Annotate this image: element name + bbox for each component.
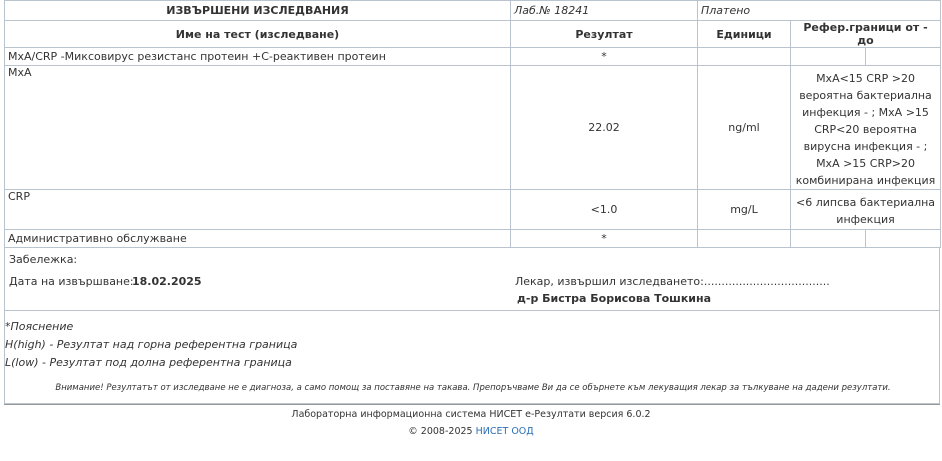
test-ref-range: MxA<15 CRP >20 вероятна бактериална инфекция - ; MxA >15 CRP<20 вероятна вирусна инфекция - ; MxA >15 CRP>20 комбинирана инфекция [791, 66, 941, 190]
results-sheet [4, 0, 940, 404]
doctor-label: Лекар, извършил изследването:.................................... [515, 275, 830, 288]
col-result: Резултат [511, 21, 698, 48]
legend-high: H(high) - Резултат над горна референтна граница [5, 338, 298, 351]
test-result: * [511, 48, 698, 66]
company-link[interactable]: НИСЕТ ООД [475, 426, 534, 437]
test-result: * [511, 230, 698, 248]
doctor-name: д-р Бистра Борисова Тошкина [517, 292, 712, 305]
test-units [698, 48, 791, 66]
test-name: CRP [5, 190, 511, 230]
test-name: MxA/CRP -Миксовирус резистанс протеин +С-реактивен протеин [5, 48, 511, 66]
col-test-name: Име на тест (изследване) [5, 21, 511, 48]
test-result: 22.02 [511, 66, 698, 190]
legend-block [4, 311, 940, 404]
ref-from [791, 230, 866, 248]
ref-to [866, 48, 941, 66]
date-label: Дата на извършване: [9, 275, 134, 288]
ref-from [791, 48, 866, 66]
table-row [5, 66, 941, 190]
copyright-text: © 2008-2025 [408, 426, 473, 437]
col-ref-range: Рефер.граници от - до [791, 21, 941, 48]
results-table [4, 0, 941, 248]
column-header-row [5, 21, 941, 48]
section-header-row [5, 1, 941, 21]
table-row [5, 48, 941, 66]
test-ref-range: <6 липсва бактериална инфекция [791, 190, 941, 230]
test-name: Административно обслужване [5, 230, 511, 248]
section-title: ИЗВЪРШЕНИ ИЗСЛЕДВАНИЯ [5, 1, 511, 21]
test-units: mg/L [698, 190, 791, 230]
test-result: <1.0 [511, 190, 698, 230]
legend-low: L(low) - Резултат под долна референтна граница [5, 356, 292, 369]
table-row [5, 230, 941, 248]
test-units [698, 230, 791, 248]
date-value: 18.02.2025 [132, 275, 202, 288]
note-label: Забележка: [9, 253, 78, 266]
copyright-line [0, 426, 942, 437]
legend-title: *Пояснение [5, 320, 74, 333]
payment-status: Платено [698, 1, 941, 21]
warning-text: Внимание! Резултатът от изследване не е диагноза, а само помощ за поставяне на такава. Препоръчваме Ви да се обърнете към лекуващия лекар за тълкуване на дадени резултати. [55, 383, 891, 393]
col-units: Единици [698, 21, 791, 48]
test-name: MxA [5, 66, 511, 190]
test-units: ng/ml [698, 66, 791, 190]
footer-divider [4, 404, 940, 405]
table-row [5, 190, 941, 230]
signature-block [4, 248, 940, 311]
ref-to [866, 230, 941, 248]
system-version: Лабораторна информационна система НИСЕТ е-Резултати версия 6.0.2 [291, 409, 651, 420]
lab-number: Лаб.№ 18241 [511, 1, 698, 21]
